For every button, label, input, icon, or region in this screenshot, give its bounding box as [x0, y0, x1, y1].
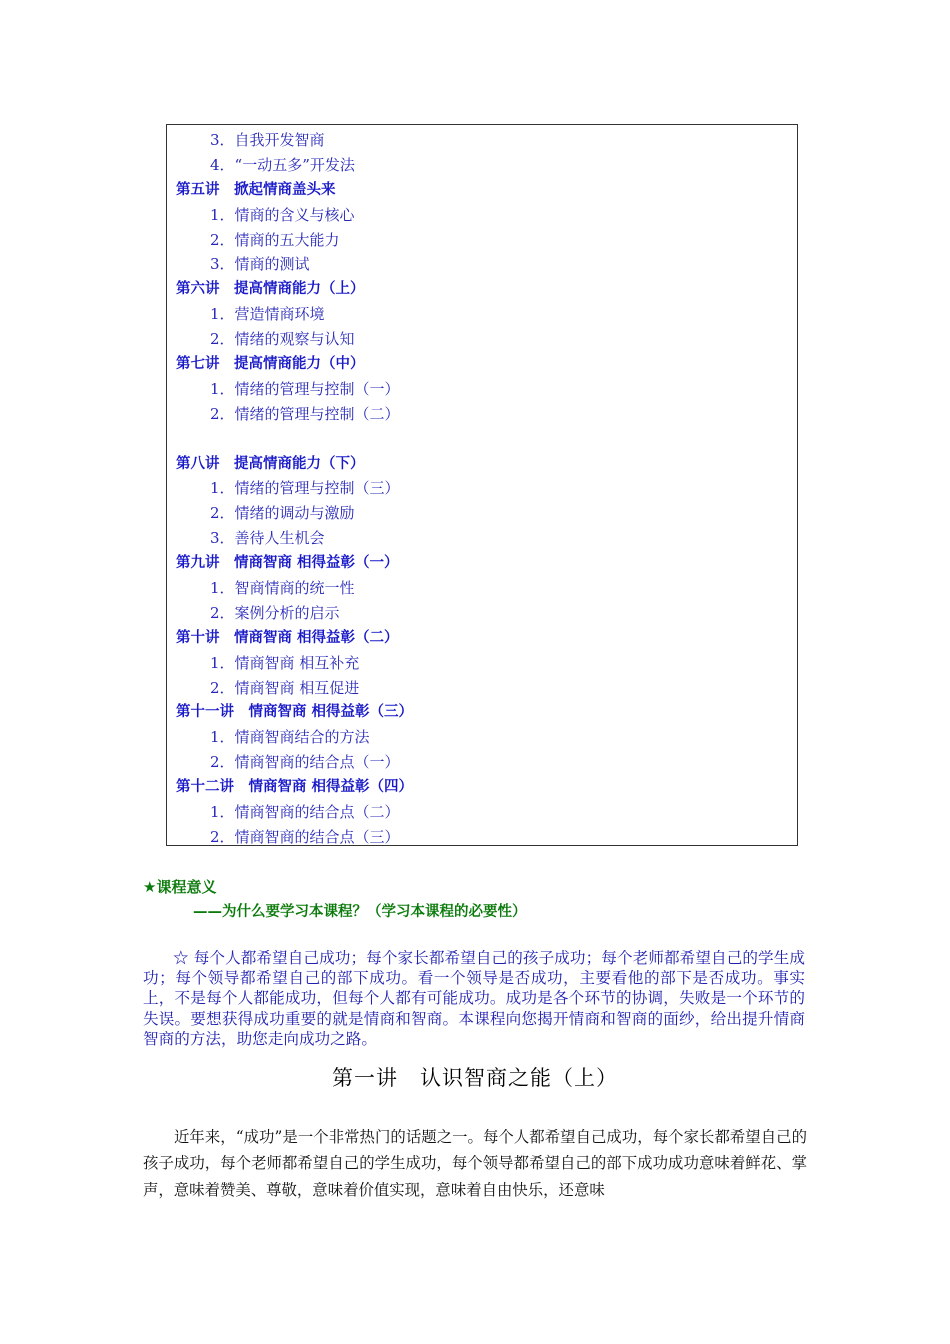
outline-item: 1．营造情商环境: [210, 305, 325, 324]
outline-item: 1．智商情商的统一性: [210, 579, 355, 598]
outline-item: 2．情商的五大能力: [210, 230, 340, 249]
outline-item: 2．情绪的管理与控制（二）: [210, 404, 400, 423]
outline-item: 3．情商的测试: [210, 255, 310, 274]
outline-lecture-heading: 第六讲 提高情商能力（上）: [176, 281, 365, 298]
outline-lecture-heading: 第九讲 情商智商 相得益彰（一）: [176, 555, 399, 572]
course-outline-list: [167, 128, 797, 850]
course-significance-paragraph: ☆ 每个人都希望自己成功；每个家长都希望自己的孩子成功；每个老师都希望自己的学生成功；每个领导都希望自己的部下成功。看一个领导是否成功，主要看他的部下是否成功。事实上，不是每个人都能成功，但每个人都有可能成功。成功是各个环节的协调，失败是一个环节的失误。要想获得成功重要的就是情商和智商。本课程向您揭开情商和智商的面纱，给出提升情商智商的方法，助您走向成功之路。: [143, 949, 805, 1048]
outline-item: 4．“一动五多”开发法: [210, 155, 355, 174]
course-outline-box: [166, 124, 798, 846]
outline-item: 2．案例分析的启示: [210, 603, 340, 622]
outline-item: 1．情绪的管理与控制（三）: [210, 479, 400, 498]
chapter-body-paragraph: 近年来，“成功”是一个非常热门的话题之一。每个人都希望自己成功，每个家长都希望自己的孩子成功，每个老师都希望自己的学生成功，每个领导都希望自己的部下成功成功意味着鲜花、掌声，意味着赞美、尊敬，意味着价值实现，意味着自由快乐，还意味: [143, 1128, 807, 1199]
outline-item: 2．情商智商的结合点（一）: [210, 753, 400, 772]
outline-item: 2．情绪的调动与激励: [210, 504, 355, 523]
outline-lecture-heading: 第十二讲 情商智商 相得益彰（四）: [176, 779, 414, 796]
outline-item: 2．情绪的观察与认知: [210, 330, 355, 349]
course-significance-title: ★课程意义: [143, 878, 217, 896]
outline-item: 1．情商智商结合的方法: [210, 728, 370, 747]
outline-item: 1．情商智商的结合点（二）: [210, 803, 400, 822]
outline-item: 3．自我开发智商: [210, 131, 325, 149]
outline-lecture-heading: 第七讲 提高情商能力（中）: [176, 356, 365, 373]
outline-item: 2．情商智商 相互促进: [210, 678, 360, 697]
outline-item: 1．情商智商 相互补充: [210, 653, 360, 672]
chapter-heading: 第一讲 认识智商之能（上）: [332, 1066, 618, 1090]
outline-item: 2．情商智商的结合点（三）: [210, 827, 400, 846]
outline-item: 1．情商的含义与核心: [210, 205, 355, 224]
course-significance-subtitle: ——为什么要学习本课程？（学习本课程的必要性）: [193, 904, 527, 920]
outline-lecture-heading: 第八讲 提高情商能力（下）: [176, 455, 365, 472]
outline-item: 3．善待人生机会: [210, 529, 325, 548]
outline-item: 1．情绪的管理与控制（一）: [210, 379, 400, 398]
outline-spacer: [167, 427, 797, 452]
outline-lecture-heading: 第十一讲 情商智商 相得益彰（三）: [176, 704, 414, 721]
outline-lecture-heading: 第五讲 掀起情商盖头来: [176, 181, 336, 198]
outline-lecture-heading: 第十讲 情商智商 相得益彰（二）: [176, 629, 399, 646]
